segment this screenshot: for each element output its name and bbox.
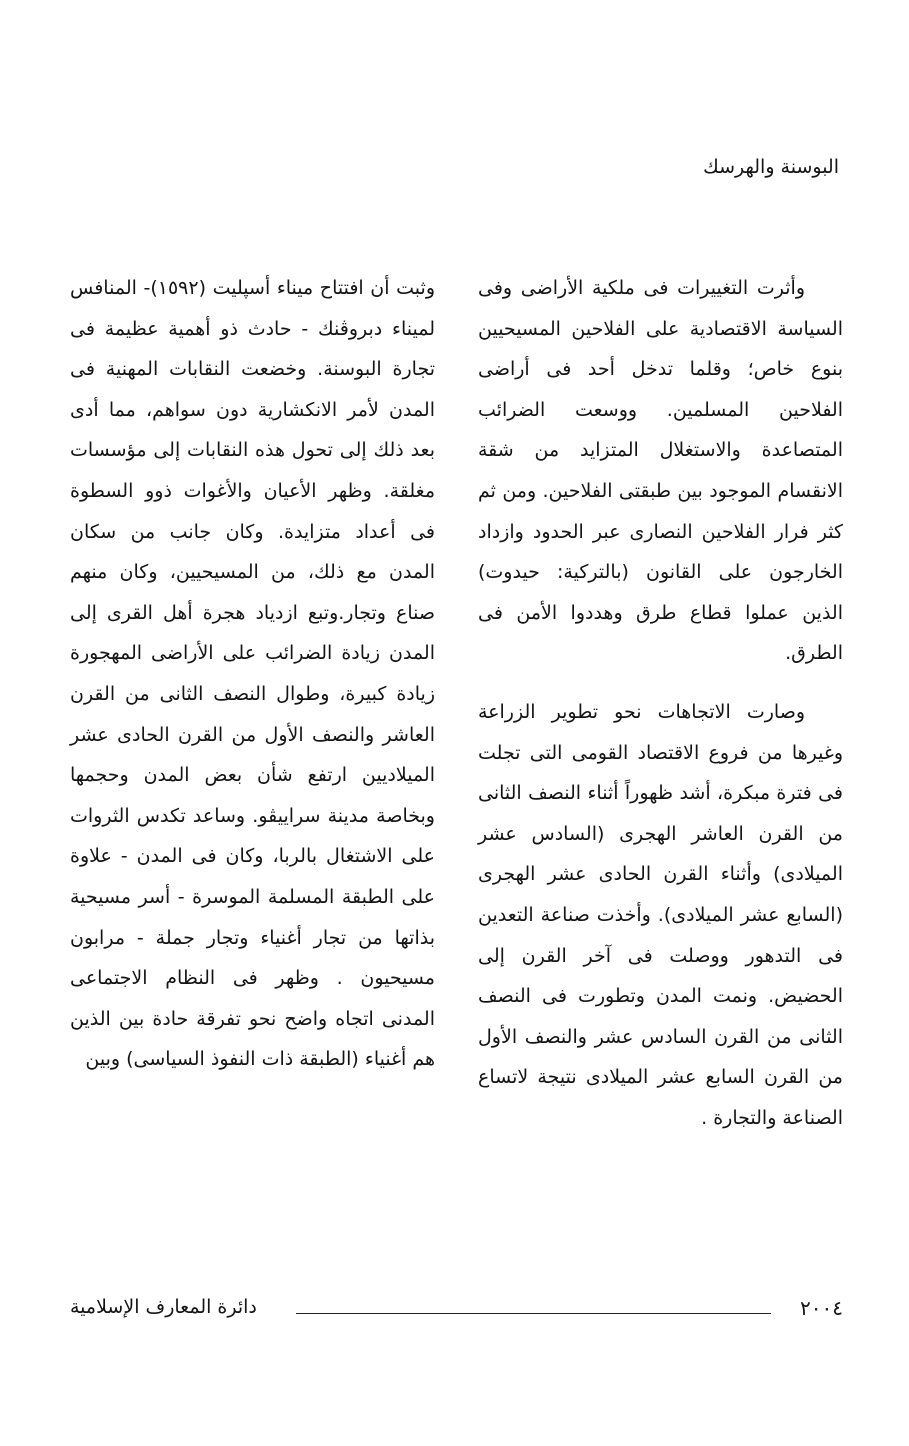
right-column xyxy=(478,268,843,1138)
page-footer xyxy=(70,1296,843,1330)
footer-source-title: دائرة المعارف الإسلامية xyxy=(70,1296,257,1318)
page-number: ٢٠٠٤ xyxy=(800,1296,843,1320)
footer-divider xyxy=(296,1313,771,1314)
paragraph: وثبت أن افتتاح ميناء أسپليت (١٥٩٢)- المنافس لميناء دبروڤنك - حادث ذو أهمية عظيمة فى تجارة البوسنة. وخضعت النقابات المهنية فى المدن لأمر الانكشارية دون سواهم، مما أدى بعد ذلك إلى تحول هذه النقابات إلى مؤسسات مغلقة. وظهر الأعيان والأغوات ذوو السطوة فى أعداد متزايدة. وكان جانب من سكان المدن مع ذلك، من المسيحيين، وكان منهم صناع وتجار.وتبع ازدياد هجرة أهل القرى إلى المدن زيادة الضرائب على الأراضى المهجورة زيادة كبيرة، وطوال النصف الثانى من القرن العاشر والنصف الأول من القرن الحادى عشر الميلاديين ارتفع شأن بعض المدن وحجمها وبخاصة مدينة سراييڤو. وساعد تكدس الثروات على الاشتغال بالربا، وكان فى المدن - علاوة على الطبقة المسلمة الموسرة - أسر مسيحية بذاتها من تجار أغنياء وتجار جملة - مرابون مسيحيون . وظهر فى النظام الاجتماعى المدنى اتجاه واضح نحو تفرقة حادة بين الذين هم أغنياء (الطبقة ذات النفوذ السياسى) وبين xyxy=(70,277,435,1071)
paragraph: وصارت الاتجاهات نحو تطوير الزراعة وغيرها من فروع الاقتصاد القومى التى تجلت فى فترة مبكرة، أشد ظهوراً أثناء النصف الثانى من القرن العاشر الهجرى (السادس عشر الميلادى) وأثناء القرن الحادى عشر الهجرى (السابع عشر الميلادى). وأخذت صناعة التعدين فى التدهور ووصلت فى آخر القرن إلى الحضيض. ونمت المدن وتطورت فى النصف الثانى من القرن السادس عشر والنصف الأول من القرن السابع عشر الميلادى نتيجة لاتساع الصناعة والتجارة . xyxy=(478,700,843,1129)
paragraph: وأثرت التغييرات فى ملكية الأراضى وفى السياسة الاقتصادية على الفلاحين المسيحيين بنوع خاص؛ وقلما تدخل أحد فى أراضى الفلاحين المسلمين. ووسعت الضرائب المتصاعدة والاستغلال المتزايد من شقة الانقسام الموجود بين طبقتى الفلاحين. ومن ثم كثر فرار الفلاحين النصارى عبر الحدود وازداد الخارجون على القانون (بالتركية: حيدوت) الذين عملوا قطاع طرق وهددوا الأمن فى الطرق. xyxy=(478,277,843,665)
running-header: البوسنة والهرسك xyxy=(703,156,839,178)
left-column xyxy=(70,268,435,1080)
